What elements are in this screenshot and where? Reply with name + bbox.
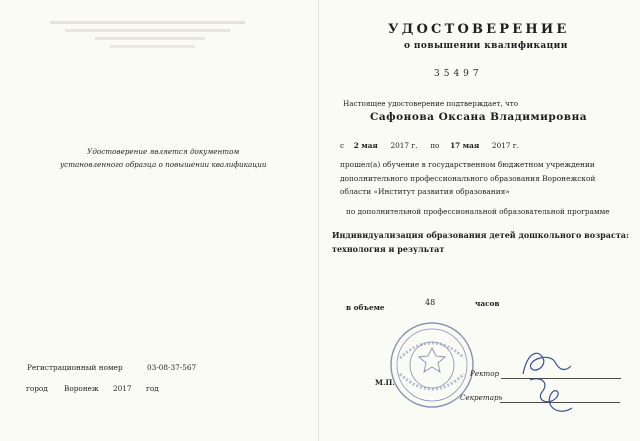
hours-unit: часов (475, 299, 500, 308)
training-line: области «Институт развития образования» (340, 187, 510, 196)
validity-note-line: Удостоверение является документом (87, 147, 240, 156)
study-period (340, 141, 519, 150)
city-name: Воронеж (64, 384, 99, 393)
registration-number: 03-08-37-567 (147, 363, 197, 372)
program-intro: по дополнительной профессиональной образовательной программе (346, 207, 610, 216)
period-from-date: 2 мая (353, 141, 378, 150)
registration-label: Регистрационный номер (27, 363, 123, 372)
secretary-signature (520, 372, 580, 422)
confirms-text: Настоящее удостоверение подтверждает, что (343, 99, 519, 108)
holder-name: Сафонова Оксана Владимировна (370, 111, 588, 123)
period-to-year: 2017 г. (491, 141, 519, 150)
training-line: дополнительного профессионального образования Воронежской (340, 173, 596, 183)
period-from-year: 2017 г. (390, 141, 418, 150)
issue-year: 2017 (113, 384, 132, 393)
stamp-place-label: М.П. (375, 378, 395, 387)
training-line: прошел(а) обучение в государственном бюджетном учреждении (340, 160, 595, 169)
rector-label: Ректор (470, 369, 500, 378)
faded-header-image (50, 19, 245, 51)
program-name (332, 229, 629, 256)
period-from-prefix: с (340, 141, 345, 150)
city-label: город (26, 384, 48, 393)
validity-note (60, 145, 267, 171)
certificate-subtitle: о повышении квалификации (404, 41, 568, 51)
program-name-line: технология и результат (332, 243, 445, 254)
year-word: год (146, 384, 159, 393)
period-to-prefix: по (430, 141, 440, 150)
validity-note-line: установленного образца о повышении квалификации (60, 160, 267, 169)
program-name-line: Индивидуализация образования детей дошкольного возраста: (332, 230, 629, 240)
training-institution (340, 158, 595, 199)
period-to-date: 17 мая (450, 141, 480, 150)
hours-value: 48 (425, 298, 436, 307)
secretary-label: Секретарь (460, 393, 503, 402)
certificate-title: УДОСТОВЕРЕНИЕ (388, 22, 570, 37)
page-fold-line (318, 0, 319, 441)
hours-label: в объеме (346, 303, 385, 312)
certificate-number: 35497 (434, 69, 483, 79)
